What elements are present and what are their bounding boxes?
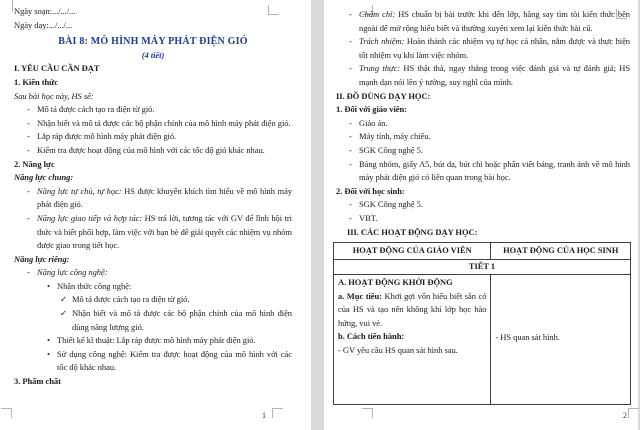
text-line xyxy=(14,76,292,90)
text-line xyxy=(14,144,292,158)
text-line xyxy=(336,130,630,144)
text-line xyxy=(14,90,292,104)
text-line xyxy=(336,144,630,158)
text-segment: (4 tiết) xyxy=(141,49,165,60)
text-line xyxy=(14,49,292,63)
text-segment: II. ĐỒ DÙNG DẠY HỌC: xyxy=(336,90,431,101)
text-line xyxy=(14,62,292,76)
document-page-2[interactable] xyxy=(324,0,638,430)
document-page-1[interactable] xyxy=(0,0,311,430)
text-segment: Hoàn thành các nhiệm vụ tự học cá nhân, nắm được và thực hiện tốt nhiệm vụ khi làm việc nhóm. xyxy=(359,36,631,60)
text-line xyxy=(14,266,292,280)
text-segment: Chăm chỉ: xyxy=(359,9,399,19)
text-segment: - HS quan sát hình. xyxy=(495,332,560,343)
text-segment: Năng lực chung: xyxy=(14,172,74,183)
bullet-marker: - xyxy=(349,36,352,47)
page-number-1: 1 xyxy=(262,411,266,420)
text-segment: VBT. xyxy=(359,212,378,223)
margin-mark-bottom-right-p2 xyxy=(628,408,639,418)
text-line xyxy=(14,185,292,212)
table-section-row xyxy=(334,260,631,275)
text-segment: SGK Công nghệ 5. xyxy=(359,144,423,155)
bullet-marker: - xyxy=(349,117,352,128)
text-line xyxy=(14,212,292,253)
text-line xyxy=(14,130,292,144)
text-segment: a. Mục tiêu: xyxy=(338,290,385,301)
page-number-2: 2 xyxy=(623,411,627,420)
text-line xyxy=(14,171,292,185)
text-segment: b. Cách tiến hành: xyxy=(338,331,405,342)
bullet-marker: - xyxy=(349,158,352,169)
text-line xyxy=(336,212,630,226)
bullet-marker: - xyxy=(27,267,30,278)
text-segment: Trách nhiệm: xyxy=(359,36,407,47)
text-line xyxy=(336,158,630,185)
text-segment: Thiết kế kĩ thuật: Lắp ráp được mô hình máy phát điện gió. xyxy=(57,335,256,346)
text-segment: Bảng nhóm, giấy A5, bút dạ, bút chì hoặc phấn viết bảng, tranh ảnh về mô hình máy phát điện gió có liên quan trong bài học. xyxy=(359,158,630,183)
text-line xyxy=(338,344,486,358)
text-segment: HS trả lời, tương tác với GV để lĩnh hội tri thức và biết phối hợp, làm việc với bạn bè để giải quyết các nhiệm vụ nhóm được giao trong tiết học. xyxy=(37,212,292,251)
bullet-marker: - xyxy=(349,63,352,74)
text-segment: Trung thực: xyxy=(359,63,404,74)
text-line xyxy=(336,226,630,240)
text-segment: Khơi gợi vốn hiểu biết sẵn có của HS và tạo nên không khí lớp học hào hứng, vui vẻ. xyxy=(338,290,487,328)
bullet-marker: - xyxy=(27,104,30,115)
text-line xyxy=(14,158,292,172)
activities-table xyxy=(333,242,631,405)
text-segment: - GV yêu cầu HS quan sát hình sau. xyxy=(338,345,458,356)
bullet-marker: - xyxy=(349,212,352,223)
text-segment: A. HOẠT ĐỘNG KHỞI ĐỘNG xyxy=(338,277,453,288)
text-line xyxy=(14,117,292,131)
page2-text-body xyxy=(336,8,630,239)
text-segment: Mô tả được cách tạo ra điện từ gió. xyxy=(37,104,155,115)
text-line xyxy=(336,8,630,35)
margin-mark-bottom-right-p1 xyxy=(272,408,283,418)
text-line xyxy=(495,331,626,345)
text-segment: Sau bài học này, HS sẽ: xyxy=(14,90,94,101)
student-activity-cell xyxy=(491,275,631,405)
margin-mark-bottom-left-p2 xyxy=(362,408,373,418)
text-segment: 3. Phẩm chất xyxy=(14,376,61,387)
text-line xyxy=(14,103,292,117)
text-segment: Năng lực công nghệ: xyxy=(37,267,108,278)
margin-mark-top-left-p1 xyxy=(12,0,13,12)
text-line xyxy=(336,198,630,212)
teacher-activity-cell xyxy=(334,275,491,405)
table-section-label: TIẾT 1 xyxy=(334,260,631,275)
table-header-teacher: HOẠT ĐỘNG CỦA GIÁO VIÊN xyxy=(334,243,491,260)
text-segment: Nhận biết và mô tả được các bộ phận chính của mô hình máy phát điện gió. xyxy=(37,117,291,128)
bullet-marker: - xyxy=(27,212,30,223)
text-segment: I. YÊU CẦU CẦN ĐẠT xyxy=(14,63,100,74)
table-header-student: HOẠT ĐỘNG CỦA HỌC SINH xyxy=(491,243,631,260)
text-line xyxy=(338,330,486,344)
text-segment: Sử dụng công nghệ: Kiểm tra được hoạt động của mô hình với các tốc độ khác nhau. xyxy=(57,348,292,373)
text-line xyxy=(336,90,630,104)
bullet-marker: ✓ xyxy=(60,294,68,305)
text-line xyxy=(14,35,292,49)
text-segment: HS được khuyến khích tìm hiểu về mô hình máy phát điện gió. xyxy=(37,185,293,210)
bullet-marker: ✓ xyxy=(60,308,68,319)
text-line xyxy=(336,35,630,62)
bullet-marker: - xyxy=(349,131,352,142)
text-segment: Kiểm tra được hoạt động của mô hình với các tốc độ gió khác nhau. xyxy=(37,144,265,155)
text-segment: 1. Kiến thức xyxy=(14,76,58,87)
text-segment: HS chuẩn bị bài trước khi đến lớp, hăng say tìm tòi kiến thức bên ngoài để mở rộng hiểu biết và thường xuyên xem lại kiến thức bài cũ. xyxy=(359,9,630,33)
table-row xyxy=(334,275,631,405)
text-line xyxy=(336,117,630,131)
bullet-marker: - xyxy=(349,144,352,155)
text-line xyxy=(14,375,292,389)
text-segment: Nhận biết và mô tả được các bộ phận chính của mô hình điện dùng năng lượng gió. xyxy=(72,308,292,332)
text-line xyxy=(14,307,292,334)
bullet-marker: - xyxy=(27,144,30,155)
text-segment: 2. Năng lực xyxy=(14,158,55,169)
text-line xyxy=(338,290,486,331)
text-line xyxy=(14,348,292,375)
text-segment: 1. Đối với giáo viên: xyxy=(336,104,407,115)
text-line xyxy=(336,62,630,89)
text-segment: Năng lực riêng: xyxy=(14,253,70,264)
text-segment: 2. Đối với học sinh: xyxy=(336,185,405,196)
text-line xyxy=(14,293,292,307)
text-segment: Ngày dạy:.../.../... xyxy=(14,19,73,30)
text-line xyxy=(14,19,292,33)
bullet-marker: - xyxy=(27,185,30,196)
bullet-marker: - xyxy=(349,199,352,210)
text-segment: Ngày soạn:.../.../... xyxy=(14,6,76,16)
table-header-row xyxy=(334,243,631,260)
text-line xyxy=(14,253,292,267)
text-line xyxy=(336,185,630,199)
text-segment: III. CÁC HOẠT ĐỘNG DẠY HỌC: xyxy=(347,226,478,237)
text-segment: BÀI 8: MÔ HÌNH MÁY PHÁT ĐIỆN GIÓ xyxy=(58,36,248,48)
bullet-marker: - xyxy=(27,117,30,128)
bullet-marker: • xyxy=(47,280,50,291)
text-segment: HS thật thà, ngay thẳng trong việc đánh giá và tự đánh giá; HS mạnh dạn nói lên ý tưởng, suy nghĩ của mình. xyxy=(359,63,630,87)
text-segment: Máy tính, máy chiếu. xyxy=(359,131,431,142)
text-line xyxy=(14,334,292,348)
text-segment: Năng lực tự chủ, tự học: xyxy=(37,185,125,196)
text-segment: Lắp ráp được mô hình máy phát điện gió. xyxy=(37,131,177,142)
margin-mark-bottom-left-p1 xyxy=(1,408,12,418)
text-line xyxy=(14,280,292,294)
text-segment: Mô tả được cách tạo ra điện từ gió. xyxy=(72,294,190,305)
text-segment: SGK Công nghệ 5. xyxy=(359,199,423,210)
text-line xyxy=(336,103,630,117)
bullet-marker: • xyxy=(47,348,50,359)
bullet-marker: • xyxy=(47,335,50,346)
text-segment: Nhận thức công nghệ: xyxy=(57,280,132,291)
text-line xyxy=(14,5,292,19)
text-line xyxy=(338,276,486,290)
text-segment: Năng lực giao tiếp và hợp tác: xyxy=(37,212,145,223)
bullet-marker: - xyxy=(349,9,352,19)
text-segment: Giáo án. xyxy=(359,117,388,128)
bullet-marker: - xyxy=(27,131,30,142)
page1-text-body xyxy=(14,5,292,389)
